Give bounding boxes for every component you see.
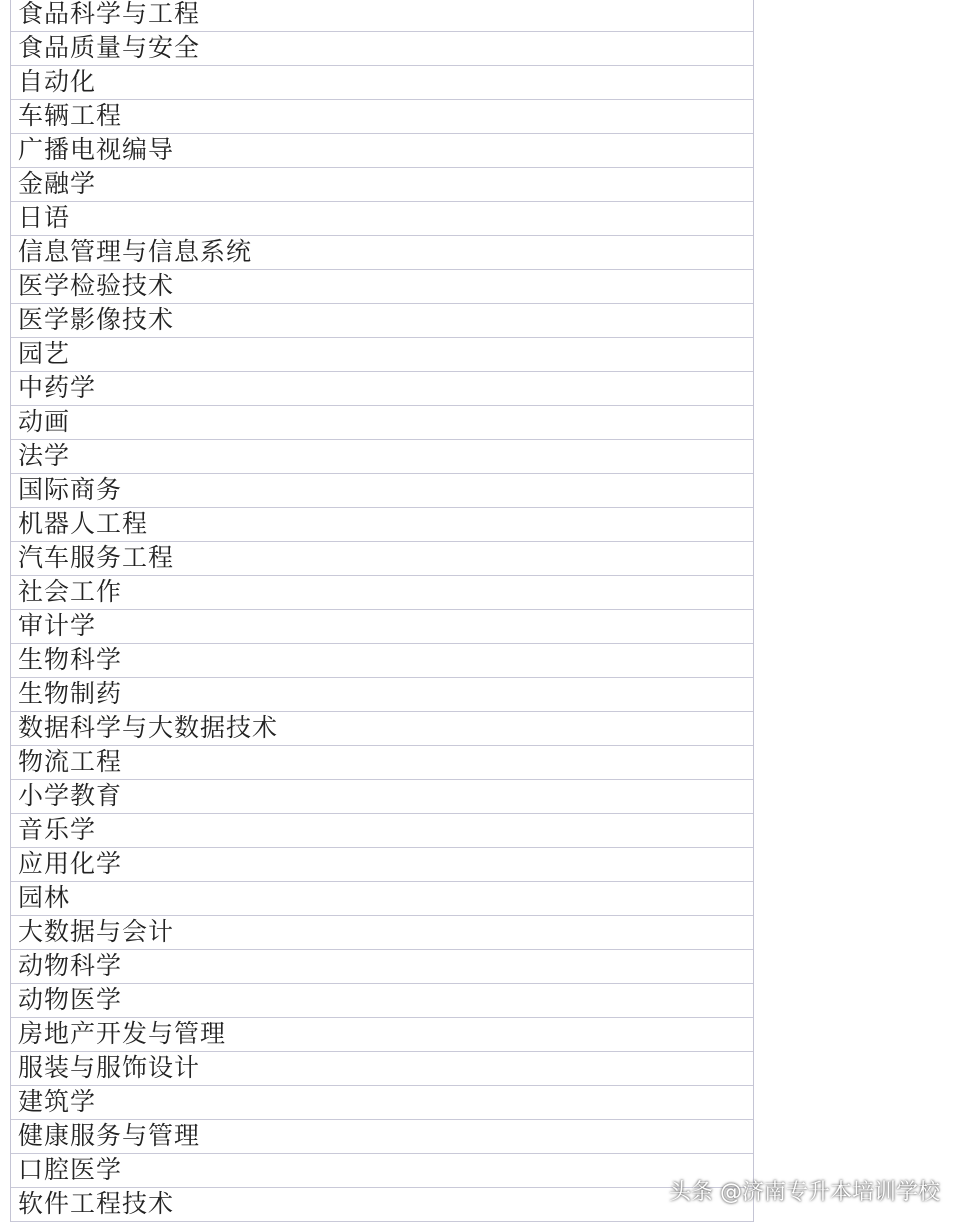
major-cell: 车辆工程 [18,101,123,130]
table-row [11,338,753,372]
table-row [11,746,753,780]
table-row [11,780,753,814]
major-cell: 房地产开发与管理 [18,1019,227,1048]
major-cell: 法学 [18,441,71,470]
major-cell: 自动化 [18,67,97,96]
table-row [11,984,753,1018]
table-row [11,644,753,678]
table-row [11,1154,753,1188]
major-cell: 广播电视编导 [18,135,175,164]
table-row [11,814,753,848]
table-row [11,168,753,202]
table-row [11,882,753,916]
table-row [11,712,753,746]
major-cell: 软件工程技术 [18,1189,175,1218]
table-row [11,1018,753,1052]
table-row [11,1120,753,1154]
watermark: 头条 @济南专升本培训学校 [669,1180,940,1205]
major-cell: 园林 [18,883,71,912]
table-row [11,304,753,338]
major-cell: 动画 [18,407,71,436]
major-cell: 动物医学 [18,985,123,1014]
table-row [11,678,753,712]
major-cell: 音乐学 [18,815,97,844]
major-cell: 动物科学 [18,951,123,980]
table-row [11,134,753,168]
table-row [11,0,753,32]
table-row [11,542,753,576]
major-cell: 大数据与会计 [18,917,175,946]
major-cell: 食品科学与工程 [18,0,201,28]
major-cell: 日语 [18,203,71,232]
table-row [11,406,753,440]
major-cell: 汽车服务工程 [18,543,175,572]
table-row [11,202,753,236]
major-cell: 中药学 [18,373,97,402]
major-cell: 健康服务与管理 [18,1121,201,1150]
table-row [11,1052,753,1086]
major-cell: 物流工程 [18,747,123,776]
major-cell: 应用化学 [18,849,123,878]
major-cell: 小学教育 [18,781,123,810]
table-row [11,440,753,474]
major-cell: 生物制药 [18,679,123,708]
table-row [11,950,753,984]
table-row [11,1086,753,1120]
table-row [11,270,753,304]
table-row [11,848,753,882]
major-cell: 建筑学 [18,1087,97,1116]
table-row [11,474,753,508]
major-cell: 医学影像技术 [18,305,175,334]
table-row [11,100,753,134]
major-cell: 服装与服饰设计 [18,1053,201,1082]
table-row [11,372,753,406]
major-cell: 口腔医学 [18,1155,123,1184]
major-cell: 机器人工程 [18,509,149,538]
table-row [11,576,753,610]
major-cell: 园艺 [18,339,71,368]
major-cell: 审计学 [18,611,97,640]
table-row [11,1188,753,1222]
table-row [11,916,753,950]
major-cell: 金融学 [18,169,97,198]
major-cell: 医学检验技术 [18,271,175,300]
major-cell: 数据科学与大数据技术 [18,713,279,742]
major-cell: 社会工作 [18,577,123,606]
table-row [11,508,753,542]
table-row [11,66,753,100]
major-cell: 食品质量与安全 [18,33,201,62]
table-row [11,610,753,644]
major-cell: 信息管理与信息系统 [18,237,253,266]
table-row [11,236,753,270]
table-row [11,32,753,66]
major-cell: 国际商务 [18,475,123,504]
major-cell: 生物科学 [18,645,123,674]
major-list-table [10,0,754,1222]
